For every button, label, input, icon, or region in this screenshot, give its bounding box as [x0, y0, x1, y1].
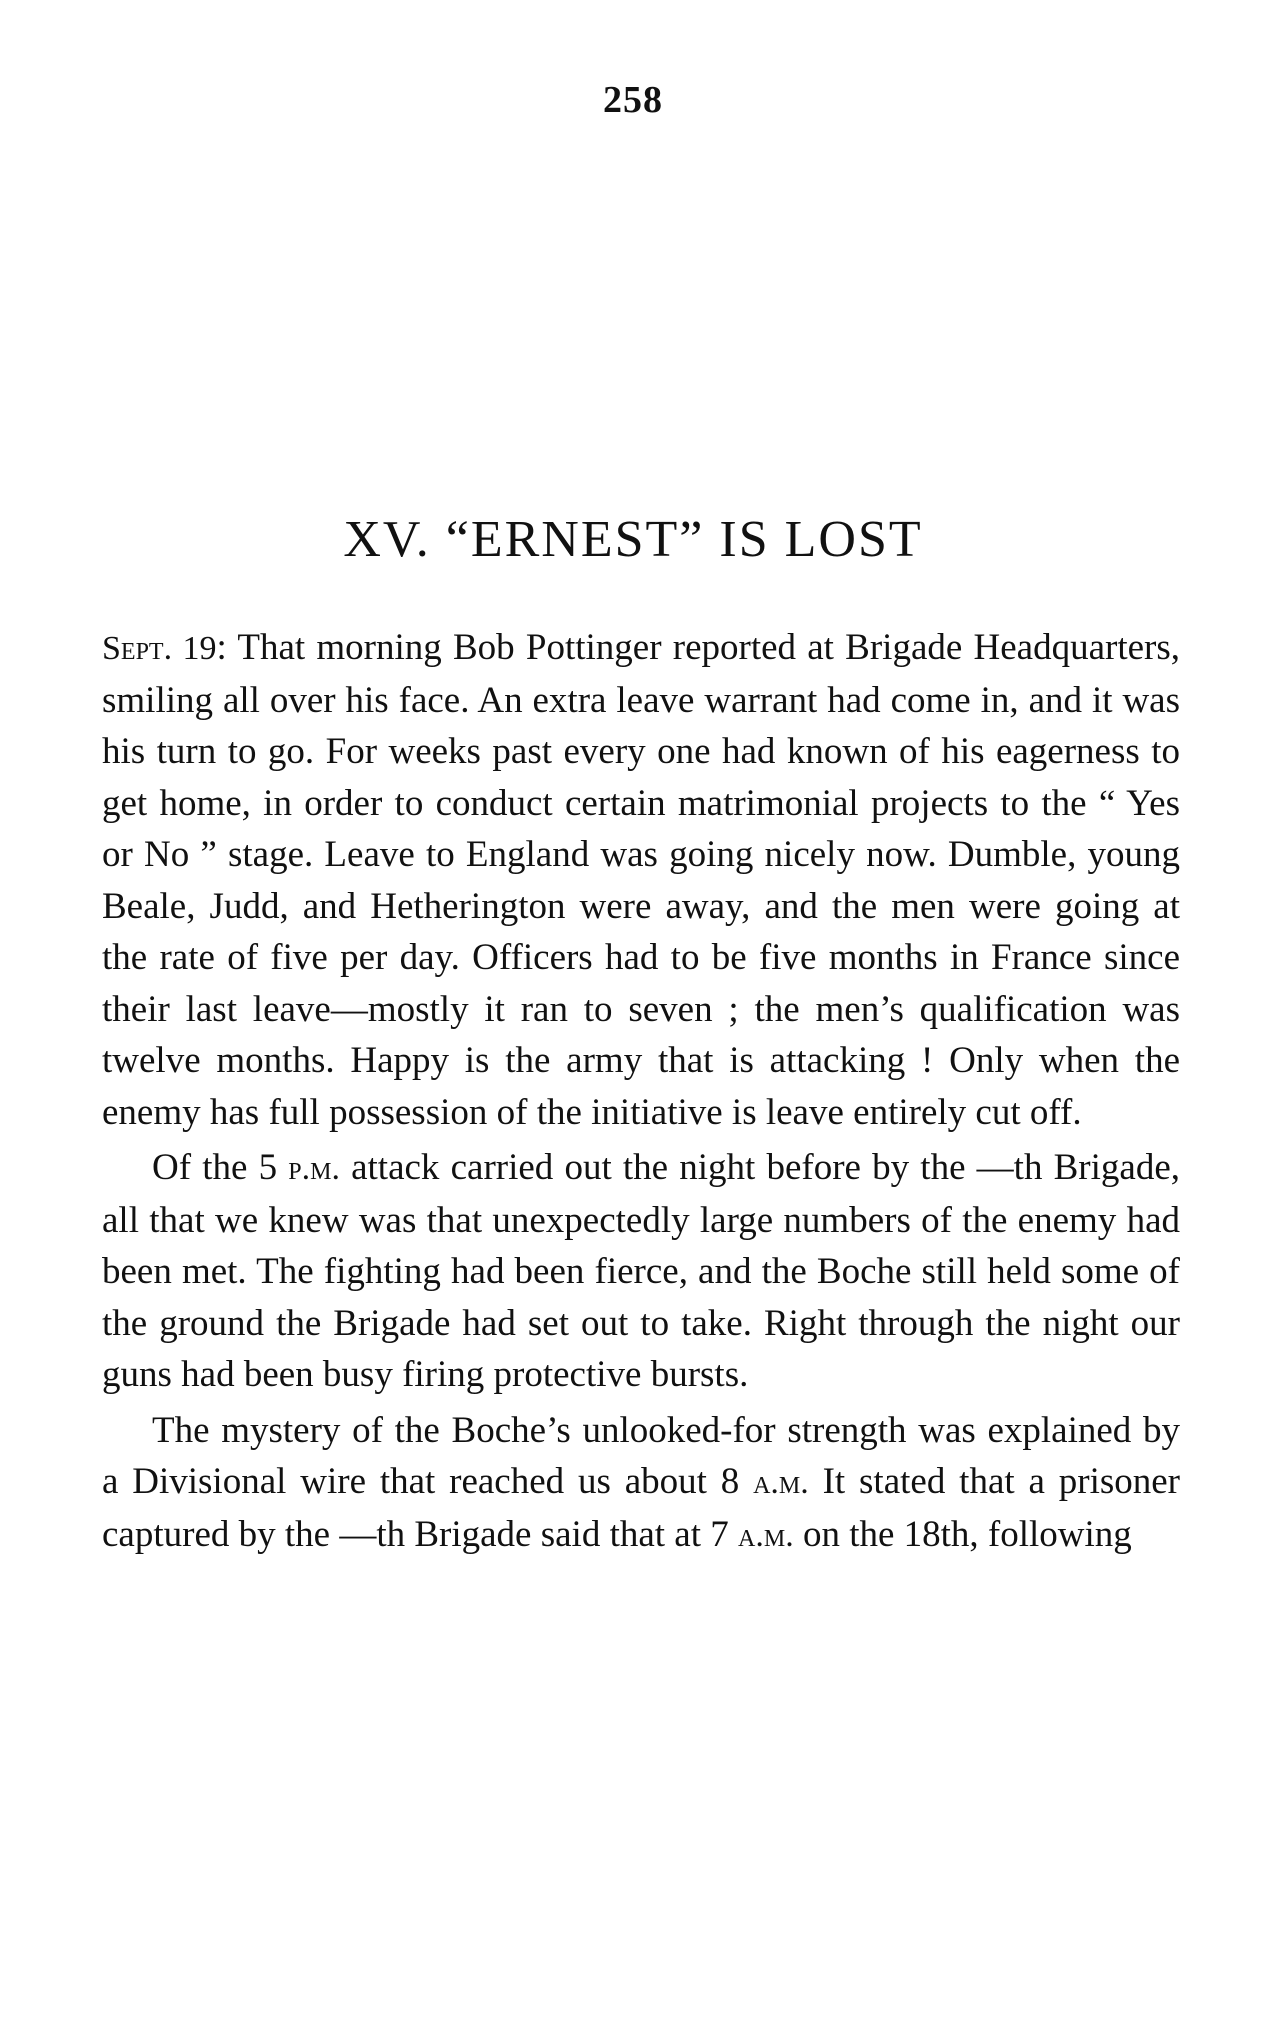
- paragraph-3: [102, 1405, 1180, 1562]
- paragraph-2-part1: Of the 5: [152, 1147, 289, 1188]
- body-text: [102, 622, 1180, 1561]
- chapter-title: XV. “ERNEST” IS LOST: [343, 511, 923, 568]
- page-number: 258: [603, 79, 663, 121]
- paragraph-3-part3: on the 18th, following: [793, 1513, 1132, 1555]
- paragraph-3-part1: The mystery of the Boche’s unlooked-for strength was explained by a Divisional wire that reached us about 8: [102, 1409, 1180, 1502]
- paragraph-1: [102, 622, 1180, 1138]
- paragraph-2: [102, 1142, 1180, 1401]
- date-lead: Sept. 19: [102, 630, 217, 667]
- paragraph-2-part2: attack carried out the night before by the —th Brigade, all that we knew was that unexpectedly large numbers of the enemy had been met. The fighting had been fierce, and the Boche still held some of the ground the Brigade had set out to take. Right through the night our guns had been busy firing protective bursts.: [102, 1147, 1180, 1395]
- paragraph-1-text: : That morning Bob Pottinger reported at Brigade Headquarters, smiling all over his face. An extra leave warrant had come in, and it was his turn to go. For weeks past every one had known of his eagerness to get home, in order to conduct certain matrimonial projects to the “ Yes or No ” stage. Leave to England was going nicely now. Dumble, young Beale, Judd, and Hetherington were away, and the men were going at the rate of five per day. Officers had to be five months in France since their last leave—mostly it ran to seven ; the men’s qualification was twelve months. Happy is the army that is attacking ! Only when the enemy has full possession of the initiative is leave entirely cut off.: [102, 627, 1180, 1133]
- time-pm: p.m.: [288, 1150, 340, 1187]
- time-am-1: a.m.: [753, 1464, 809, 1501]
- time-am-2: a.m.: [738, 1516, 794, 1554]
- paragraph-3-part2: It stated that a prisoner captured by the —th Brigade said that at 7: [102, 1461, 1180, 1555]
